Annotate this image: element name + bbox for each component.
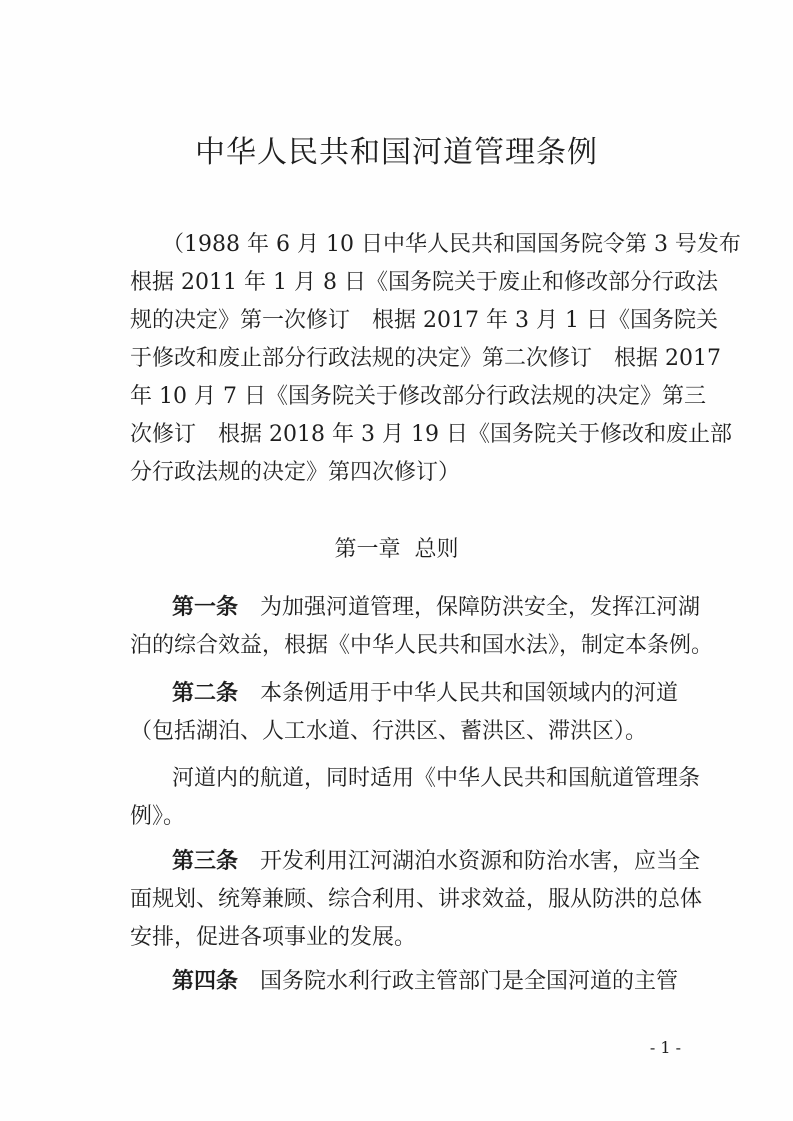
preamble-line: 年 10 月 7 日《国务院关于修改部分行政法规的决定》第三 [130,384,706,409]
article-1-first-line [172,593,701,623]
chapter-name: 总则 [414,537,459,562]
article-2-para2-line: 河道内的航道，同时适用《中华人民共和国航道管理条 [172,766,701,791]
preamble-line: （1988 年 6 月 10 日中华人民共和国国务院令第 3 号发布 [162,232,741,257]
article-2-para2-line: 例》。 [130,804,186,829]
article-3-line: 安排，促进各项事业的发展。 [130,925,417,950]
article-2-label: 第二条 [172,681,239,706]
article-1-line: 泊的综合效益，根据《中华人民共和国水法》，制定本条例。 [130,633,714,658]
preamble-line: 根据 2011 年 1 月 8 日《国务院关于废止和修改部分行政法 [130,270,718,295]
chapter-number: 第一章 [334,537,401,562]
article-4-first-line [172,967,679,997]
preamble-line: 分行政法规的决定》第四次修订） [130,460,461,485]
preamble-line: 于修改和废止部分行政法规的决定》第二次修订 根据 2017 [130,346,721,371]
preamble-line: 规的决定》第一次修订 根据 2017 年 3 月 1 日《国务院关 [130,308,718,333]
article-3-line: 面规划、统筹兼顾、综合利用、讲求效益，服从防洪的总体 [130,887,703,912]
article-2-text: 本条例适用于中华人民共和国领域内的河道 [260,681,679,706]
article-3-text: 开发利用江河湖泊水资源和防治水害，应当全 [260,849,701,874]
page-number: - 1 - [649,1038,681,1057]
article-1-text: 为加强河道管理，保障防洪安全，发挥江河湖 [260,595,701,620]
article-1-label: 第一条 [172,595,239,620]
article-4-text: 国务院水利行政主管部门是全国河道的主管 [260,969,679,994]
article-2-first-line [172,679,679,709]
article-3-label: 第三条 [172,849,239,874]
article-4-label: 第四条 [172,969,239,994]
article-3-first-line [172,847,701,877]
preamble-line: 次修订 根据 2018 年 3 月 19 日《国务院关于修改和废止部 [130,422,732,447]
document-title: 中华人民共和国河道管理条例 [195,135,598,170]
chapter-heading [0,535,793,565]
article-2-line: （包括湖泊、人工水道、行洪区、蓄洪区、滞洪区）。 [130,719,648,744]
